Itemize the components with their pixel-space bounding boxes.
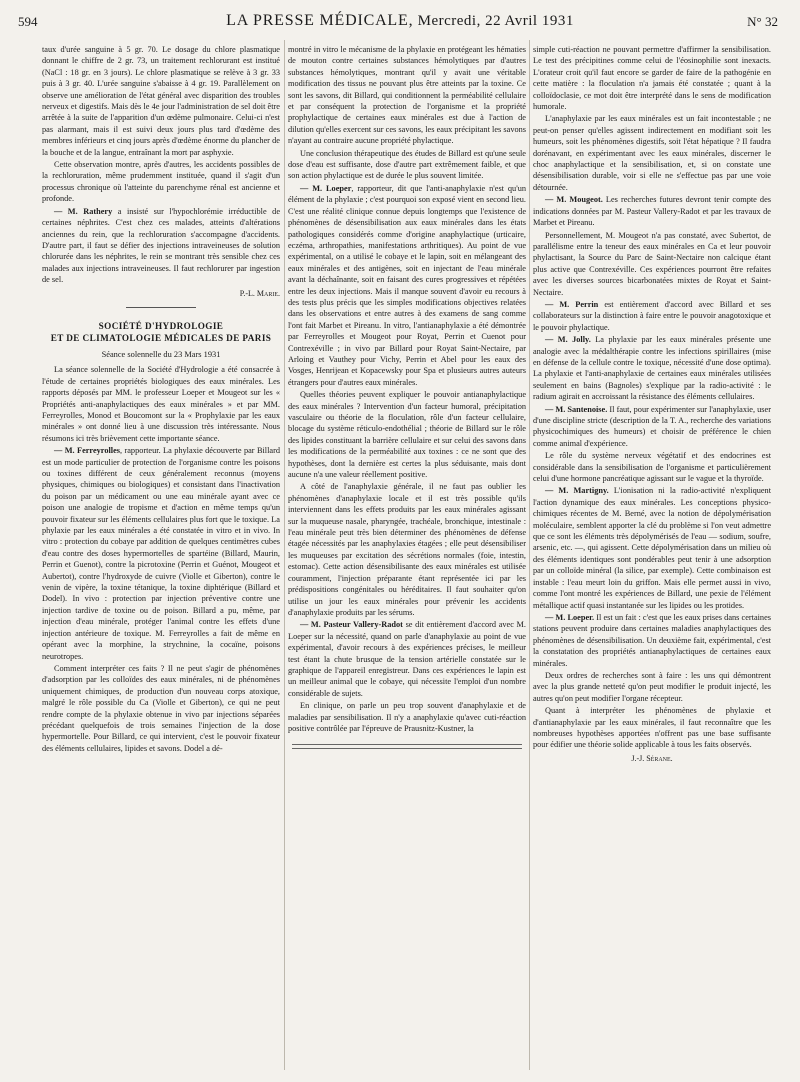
paragraph: Quant à interpréter les phénomènes de phylaxie et d'antianaphylaxie par les eaux minérales, il faut reconnaître que les nombreuses hypothèses apportées n'offrent pas une base suffisante pour édifier une théorie solide applicable à tous les faits observés. [533, 706, 771, 750]
paragraph: taux d'urée sanguine à 5 gr. 70. Le dosage du chlore plasmatique donnant le chiffre de 2 gr. 73, un traitement rechlorurant est institué (NaCl : 18 gr. en 3 jours). Le chlore plasmatique se relève à 3 gr. 33 puis à 3 gr. 40. L'urée sanguine s'abaisse à 4 gr. 19. Parallèlement on observe une amélioration de l'état général avec disparition des troubles nerveux et digestifs. Mais dès le 4e jour l'administration de sel doit être arrêtée à la suite de l'apparition d'un œdème pulmonaire. Celui-ci n'est pas alarmant, mais il est suivi deux jours plus tard d'œdème des membres inférieurs et cinq jours après d'œdème énorme du plancher de la bouche et de la langue, entraînant la mort par asphyxie. [42, 45, 280, 157]
page-number: 594 [18, 14, 38, 29]
section-title-line: SOCIÉTÉ D'HYDROLOGIE [98, 320, 224, 331]
separator [126, 307, 196, 308]
paragraph [533, 404, 771, 450]
paragraph: montré in vitro le mécanisme de la phylaxie en protégeant les hématies de mouton contre certaines substances hémolytiques par d'autres substances hémolytiques, montrant qu'il y avait une véritable modification des tissus ne pouvant plus être atteints par la toxine. Ce sont les savons, dit Billard, qui conditionnent la perméabilité cellulaire et par conséquent la protection de l'organisme et la propriété prophylactique de certaines eaux minérales est due à l'action de dilution qu'elles exercent sur ces savons, les eaux précipitant les savons n'ayant au contraire aucune propriété phylactique. [288, 45, 526, 146]
paragraph: Le rôle du système nerveux végétatif et des endocrines est considérable dans la sensibilisation de l'organisme et particulièrement celui d'une hormone pancréatique agissant sur le vague et la thyroïde. [533, 451, 771, 484]
paragraph: Deux ordres de recherches sont à faire : les uns qui démontrent avec la plus grande netteté qu'on peut modifier le produit injecté, les autres qu'on peut modifier l'organe récepteur. [533, 670, 771, 703]
paragraph-text: L'ionisation ni la radio-activité n'expliquent l'action dynamique des eaux minérales. Les conceptions physico-chimiques récentes de M. Berné, avec la notion de dépolymérisation moléculaire, semblent apporter la clé du problème si l'on veut admettre que ce sont les éléments très dépolymérisés de l'eau — sodium, soufre, arsenic, etc. —, qui agissent. Cette dépolymérisation dans un milieu où des éléments identiques sont pondérables peut tenir à une adsorption par un colloïde minéral (la silice, par exemple). Cette combinaison est instable : l'eau meurt loin du griffon. Mais elle permet aussi in vivo, comme l'ont montré les expériences de Billard, une pexie de l'élément métallique actif quasi instantanée sur les lipides ou les protides. [533, 486, 771, 610]
paragraph: L'anaphylaxie par les eaux minérales est un fait incontestable ; ne peut-on penser qu'elles agissent indirectement en modifiant soit les humeurs, soit les phénomènes digestifs, soit l'état hépatique ? Il faudra dorénavant, en expérimentant avec les eaux minérales, discerner le choc anaphylactique et la sensibilisation, et, si on constate une désensibilisation durable, voir si elle ne s'effectue pas par une voie détournée. [533, 114, 771, 192]
paragraph [533, 334, 771, 402]
paragraph-text: , rapporteur. La phylaxie découverte par Billard est un mode particulier de protection de l'organisme contre les poisons ou toxines différent de ceux généralement reconnus (moyens physiques, chimiques ou biologiques) et consistant dans l'inactivation du poison par un médicament ou une eau minérale ayant avec ce poison une analogie de tropisme et d'action en même temps qu'un pouvoir fixateur sur les éléments cellulaires plus fort que le toxique. La phylaxie par les eaux minérales a été constatée in vitro et in vivo. In vitro : protection du cobaye par addition de quelques centimètres cubes d'eau contre des doses hypermortelles de spartéine (Billard, Maurin, Perrin et Guenot), contre la picrotoxine (Perrin et Guénot, Mougeot et Aubertot), contre l'hydroxyde de cuivre (Violle et Giberton), contre le venin de vipère, la toxine tétanique, la toxine diphtérique (Billard et Dodel). In vivo : protection par injection préventive contre une injection tardive de toxine ou de poison. Billard a pu, même, par injection d'eau minérale, protéger l'animal contre les effets d'une injection antérieure de toxique. M. Ferreyrolles a fait de même en opérant avec la morphine, la strychnine, la cocaïne, poisons neurotropes. [42, 446, 280, 661]
paragraph [42, 445, 280, 662]
speaker-name: — M. Santenoise. [545, 404, 608, 414]
paragraph: A côté de l'anaphylaxie générale, il ne faut pas oublier les phénomènes d'anaphylaxie locale et il est très possible qu'ils interviennent dans les effets produits par les eaux minérales agissant sur la muqueuse nasale, pharyngée, trachéale, bronchique, intestinale : l'eau minérale peut très bien déterminer des phénomènes de défense étagée nécessités par les anaphylaxies étagées ; elle peut désensibiliser les muqueuses par excitation des sécrétions normales (foie, intestin, estomac). Cette action désensibilisante des eaux minérales est utilisée couramment, l'injection préparante étant représentée ici par les prédispositions congénitales ou héréditaires. Il faut souhaiter qu'on utilise un jour les eaux minérales pour prévenir les accidents d'anaphylaxie produits par les sérums. [288, 482, 526, 617]
paragraph: simple cuti-réaction ne pouvant permettre d'affirmer la sensibilisation. Le test des précipitines comme celui de l'éosinophilie sont inexacts. L'orateur croit qu'il faut encore se garder de faire de la pathogénie en cette matière : la floculation n'a jamais été constatée ; quant à la colloïdoclasie, ce mot doit être interprété dans le sens de modification humorale. [533, 45, 771, 112]
issue-date: Mercredi, 22 Avril 1931 [417, 13, 574, 29]
paragraph: Personnellement, M. Mougeot n'a pas constaté, avec Subertot, de parallélisme entre la teneur des eaux minérales en Ca et leur pouvoir phylactisant, la Source du Parc de Saint-Nectaire non calcique étant plus active que Contrexéville. Ces expériences pourront être refaites avec les diverses sources bicarbonatées mixtes de Royat et Saint-Nectaire. [533, 230, 771, 297]
column-middle [288, 44, 526, 1074]
paragraph-text: a insisté sur l'hypochlorémie irréductible de certaines néphrites. C'est chez ces malades, atteints d'altérations anciennes du rein, que la rechloruration s'accompagne d'accidents. D'autre part, il faut se défier des injections intraveineuses de solution chlorurée dans les néphrites, le rein se montrant très sensible chez ces malades aux injections intraveineuses. Il faut rechlorurer par ingestion de sel. [42, 206, 280, 285]
speaker-name: — M. Loeper. [545, 612, 595, 622]
paragraph [533, 485, 771, 610]
column-rule [284, 40, 285, 1070]
paragraph-text: La phylaxie par les eaux minérales présente une analogie avec la médalthérapie contre les infections spirillaires (mise en défense de la cellule contre le toxique, nécessité d'une dose optima). La phylaxie et l'anti-anaphylaxie de certaines eaux minérales utilisées seulement en bains (Bagnoles) s'explique par la radio-activité : le radium agirait en accroissant la résistance des éléments cellulaires. [533, 335, 771, 402]
paragraph-text: Il est un fait : c'est que les eaux prises dans certaines stations peuvent produire dans certaines maladies anaphylactiques des phénomènes de désensibilisation. Un deuxième fait, expérimental, c'est la constatation des propriétés antianaphylactiques de certaines eaux minérales. [533, 612, 771, 668]
section-title [42, 320, 280, 345]
paragraph: Quelles théories peuvent expliquer le pouvoir antianaphylactique des eaux minérales ? Intervention d'un facteur humoral, précipitation vasculaire ou théorie de la floculation, rôle d'un facteur cellulaire, blocage du système réticulo-endothélial ; théorie de Billard sur le rôle des lipides constituant la barrière cellulaire et sur celui des savons dans les modifications de la perméabilité aux toxines : ce ne sont que des hypothèses, dont la dernière est certes la plus séduisante, mais dont aucune n'a une valeur réellement positive. [288, 390, 526, 480]
paragraph: La séance solennelle de la Société d'Hydrologie a été consacrée à l'étude de certaines propriétés biologiques des eaux minérales. Les rapports déposés par MM. le professeur Loeper et Mougeot sur les « Propriétés anti-anaphylactiques des eaux minérales » et par MM. Ferreyrolles, Monod et Boucomont sur la « Prophylaxie par les eaux minérales » ont donné lieu à une discussion très intéressante. Nous résumons ici très brièvement cette importante séance. [42, 365, 280, 443]
speaker-name: — M. Mougeot. [545, 195, 603, 205]
column-right [533, 44, 771, 1074]
paragraph-text: Il faut, pour expérimenter sur l'anaphylaxie, user d'une discipline stricte (description de la T. A., recherche des variations physicochimiques des humeurs) et choisir de préférence le chien comme animal d'expérience. [533, 404, 771, 448]
paragraph [533, 299, 771, 333]
speaker-name: — M. Perrin [545, 299, 599, 309]
journal-title: LA PRESSE MÉDICALE, [226, 12, 414, 29]
paragraph-text: Les recherches futures devront tenir compte des indications données par M. Pasteur Vallery-Radot et par les travaux de Marbet et Pireanu. [533, 195, 771, 228]
paragraph [42, 206, 280, 286]
running-head [0, 12, 800, 30]
paragraph-text: , rapporteur, dit que l'anti-anaphylaxie n'est qu'un élément de la phylaxie ; c'est pourquoi son exposé vient en second lieu. C'est une réalité clinique connue depuis longtemps que l'existence de phénomènes de désensibilisation aux eaux minérales dans les états pathologiques considérés comme d'origine anaphylactique (urticaire, eczéma, arthropathies, manifestations arthritiques). Au point de vue expérimental, on a utilisé le cobaye et le lapin, soit en mélangeant des eaux minérales et des antigènes, soit en injectant de l'eau minérale avant la déchaînante, soit en faisant des cures progressives et répétées entre les deux injections. Mais il manque souvent d'avoir eu recours à des tests plus précis que les simples modifications objectives relatées dans les observations et entre autres à des examens de sang comme l'ont fait Marbet et Pireanu. In vitro, l'antianaphylaxie a été démontrée par Ferreyrolles et Mougeot pour Royat, Perrin et Cuenot pour Contrexéville ; in vivo par Billard pour Royat Saint-Nectaire, par Arloing et Vauthey pour Vichy, Perrin et Abel pour les eaux des Vosges, Henrijean et Kopacewsky pour Spa et plusieurs autres auteurs étrangers pour d'autres eaux minérales. [288, 183, 526, 387]
paragraph [288, 619, 526, 699]
section-title-line: ET DE CLIMATOLOGIE MÉDICALES DE PARIS [50, 333, 272, 344]
speaker-name: — M. Jolly. [545, 335, 591, 345]
paragraph: Comment interpréter ces faits ? Il ne peut s'agir de phénomènes d'adsorption par les colloïdes des eaux minérales, ni de phénomènes uniquement chimiques, de production d'un nouveau corps atoxique, malgré le rôle possible du Ca (Violle et Giberton), ce qui ne peut rendre compte de la phylaxie obtenue in vivo par injections séparées précédant quelquefois de trois semaines l'injection de la dose hypermortelle. Pour Billard, ce qui intervient, c'est le pouvoir fixateur des éléments cellulaires, lipides et savons. Dodel a dé- [42, 663, 280, 753]
column-left [42, 44, 280, 1074]
paragraph [533, 194, 771, 228]
session-date: Séance solennelle du 23 Mars 1931 [101, 349, 221, 359]
column-rule [529, 40, 530, 1070]
author-signature: J.-J. Sérane. [631, 753, 673, 763]
speaker-name: — M. Pasteur Vallery-Radot [300, 620, 403, 630]
paragraph: Une conclusion thérapeutique des études de Billard est qu'une seule dose d'eau est suffisante, dose d'autre part extrêmement faible, et que son action phylactique est de durée le plus souvent limitée. [288, 148, 526, 181]
paragraph: Cette observation montre, après d'autres, les accidents possibles de la rechloruration, même prudemment instituée, quand il s'agit d'un processus chronique où l'atteinte du parenchyme rénal est ancienne et profonde. [42, 160, 280, 204]
author-signature: P.-L. Marie. [239, 288, 280, 298]
paragraph: En clinique, on parle un peu trop souvent d'anaphylaxie et de maladies par sensibilisation. Il n'y a anaphylaxie qu'avec cuti-réaction positive contrôlée par l'épreuve de Prausnitz-Kustner, la [288, 701, 526, 733]
issue-number: N° 32 [747, 14, 778, 29]
page-header [0, 0, 800, 38]
speaker-name: — M. Ferreyrolles [54, 446, 120, 456]
speaker-name: — M. Loeper [300, 183, 352, 193]
bottom-rule [292, 744, 522, 749]
paragraph-text: est entièrement d'accord avec Billard et ses collaborateurs sur la distinction à faire entre le pouvoir anagotoxique et le pouvoir phylactique. [533, 299, 771, 332]
paragraph [288, 183, 526, 388]
paragraph [533, 612, 771, 669]
speaker-name: — M. Martigny. [545, 486, 609, 496]
speaker-name: — M. Rathery [54, 206, 113, 216]
paragraph-text: se dit entièrement d'accord avec M. Loeper sur la nécessité, quand on parle d'anaphylaxie au point de vue expérimental, d'avoir recours à des expériences précises, le meilleur test étant la chute brusque de la tension artérielle constatée sur le graphique de l'appareil enregistreur. Dans ces expériences le lapin est un meilleur animal que le cobaye, qui nécessite l'emploi d'un nombre considérable de sujets. [288, 620, 526, 698]
